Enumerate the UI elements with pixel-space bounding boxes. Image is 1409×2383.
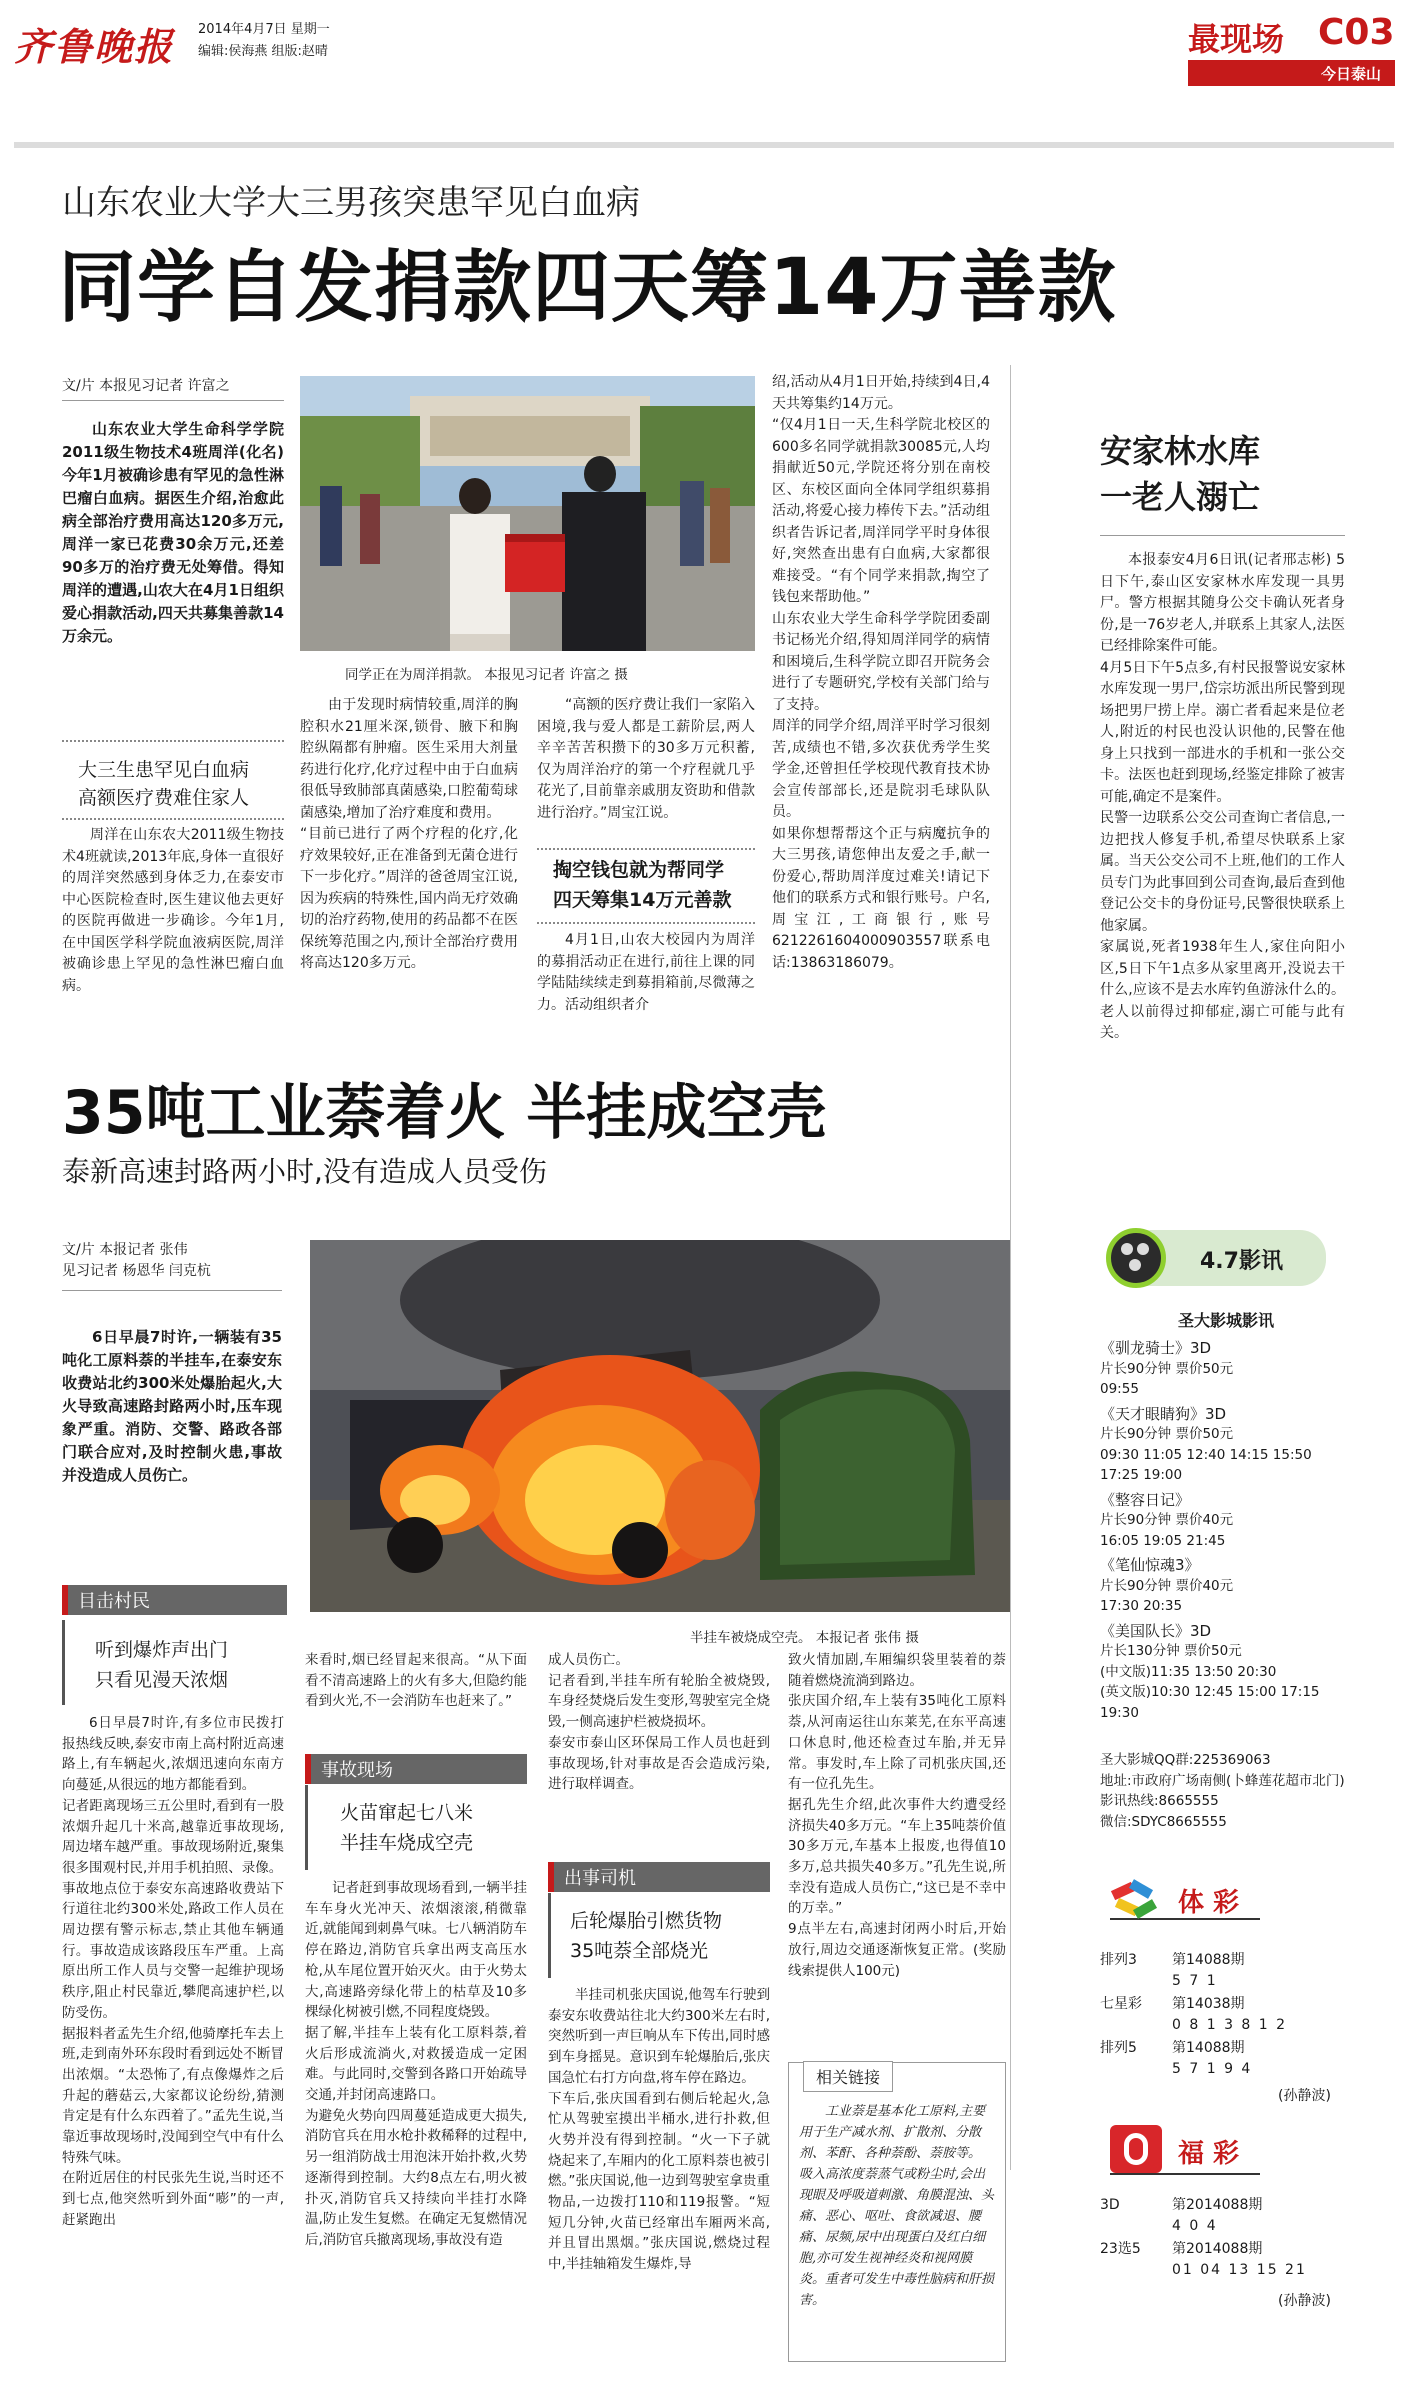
story2-subhead-a — [95, 1635, 228, 1695]
byline-rule — [62, 1290, 282, 1291]
subhead-line: 半挂车烧成空壳 — [340, 1832, 474, 1854]
story1-col1-body: 周洋在山东农大2011级生物技术4班就读,2013年底,身体一直很好的周洋突然感到身体乏力,在泰安市中心医院检查时,医生建议他去更好的医院再做进一步确诊。今年1月,在中国医学科学院血液病医院,周洋被确诊患上罕见的急性淋巴瘤白血病。 — [62, 827, 284, 994]
story2-subhead-c — [570, 1906, 722, 1966]
story2-subhead-b — [340, 1798, 473, 1858]
subhead-line: 只看见漫天浓烟 — [95, 1669, 229, 1691]
newspaper-logo: 齐鲁晚报 — [14, 24, 175, 69]
movie-title: 《天才眼睛狗》3D — [1100, 1404, 1227, 1423]
movie-item — [1100, 1621, 1350, 1724]
movie-times: (中文版)11:35 13:50 20:30 (英文版)10:30 12:45 15:00 17:15 19:30 — [1100, 1663, 1320, 1721]
subhead-line: 掏空钱包就为帮同学 — [553, 859, 725, 881]
movie-title: 《美国队长》3D — [1100, 1621, 1212, 1640]
story1-subhead-a — [78, 756, 249, 812]
subhead-line: 后轮爆胎引燃货物 — [570, 1910, 723, 1932]
lottery-row — [1100, 1994, 1350, 2038]
lottery-numbers: 4 0 4 — [1172, 2218, 1218, 2234]
movie-item — [1100, 1338, 1350, 1400]
story2-col3-top: 成人员伤亡。 记者看到,半挂车所有轮胎全被烧毁,车身经焚烧后发生变形,驾驶室完全烧毁,一侧高速护栏被烧损坏。 泰安市泰山区环保局工作人员也赶到事故现场,针对事故是否会造成污染,进行取样调查。 — [548, 1652, 770, 1793]
movie-times: 09:55 — [1100, 1381, 1139, 1397]
related-link-body: 工业萘是基本化工原料,主要用于生产减水剂、扩散剂、分散剂、苯酐、各种萘酚、萘胺等。 吸入高浓度萘蒸气或粉尘时,会出现眼及呼吸道刺激、角膜混浊、头痛、恶心、呕吐、食欲减退、腰痛、尿频,尿中出现蛋白及红白细胞,亦可发生视神经炎和视网膜炎。重者可发生中毒性脑病和肝损害。 — [799, 2104, 995, 2308]
lottery-row — [1100, 2239, 1350, 2283]
lottery-issue: 第14088期 — [1172, 2040, 1245, 2056]
story1-subhead-b — [553, 855, 731, 915]
movie-title: 《笔仙惊魂3》 — [1100, 1556, 1200, 1574]
cinema-contact: 圣大影城QQ群:225369063 地址:市政府广场南侧(卜蜂莲花超市北门) 影讯热线:8665555 微信:SDYC8665555 — [1100, 1752, 1345, 1830]
sports-lottery-credit: (孙静波) — [1278, 2088, 1331, 2104]
truck-photo-caption: 半挂车被烧成空壳。 本报记者 张伟 摄 — [690, 1630, 919, 1646]
story2-lead: 6日早晨7时许,一辆装有35吨化工原料萘的半挂车,在泰安东收费站北约300米处爆胎起火,大火导致高速路封路两小时,压车现象严重。消防、交警、路政各部门联合应对,及时控制火患,事故并没造成人员伤亡。 — [62, 1328, 282, 1484]
movie-info: 片长130分钟 票价50元 — [1100, 1643, 1242, 1659]
subhead-divider — [537, 922, 755, 924]
subhead-bar — [548, 1893, 551, 1978]
lottery-game-name: 排列5 — [1100, 2040, 1137, 2056]
movie-info: 片长90分钟 票价40元 — [1100, 1577, 1234, 1594]
sports-lottery-results — [1100, 1950, 1350, 2082]
movie-item — [1100, 1555, 1350, 1617]
lottery-numbers: 0 8 1 3 8 1 2 — [1172, 2017, 1288, 2033]
subhead-bar — [62, 1620, 65, 1705]
masthead — [0, 0, 1409, 140]
movie-title: 《整容日记》 — [1100, 1490, 1191, 1509]
box-driver-tag: 出事司机 — [548, 1862, 770, 1892]
lottery-issue: 第2014088期 — [1172, 2241, 1263, 2257]
cinema-name: 圣大影城影讯 — [1178, 1311, 1275, 1330]
subhead-line: 35吨萘全部烧光 — [570, 1940, 709, 1962]
donation-photo-caption: 同学正在为周洋捐款。 本报见习记者 许富之 摄 — [345, 667, 628, 683]
story2-col4-body: 致火情加剧,车厢编织袋里装着的萘随着燃烧流淌到路边。 张庆国介绍,车上装有35吨化工原料萘,从河南运往山东莱芜,在东平高速口休息时,他还检查过车胎,并无异常。事发时,车上除了司机张庆国,还有一位孔先生。 据孔先生介绍,此次事件大约遭受经济损失40多万元。“车上35吨萘价值30多万元,车基本上报废,也得值10多万,总共损失40多万。”孔先生说,所幸没有造成人员伤亡,“这已是不幸中的万幸。” 9点半左右,高速封闭两小时后,开始放行,周边交通逐渐恢复正常。(奖励线索提供人100元) — [788, 1652, 1006, 1979]
byline-line: 见习记者 杨恩华 闫克杭 — [62, 1263, 211, 1279]
lottery-issue: 第14038期 — [1172, 1996, 1245, 2012]
sports-lottery-logo-icon — [1110, 1880, 1162, 1924]
subhead-bar — [305, 1785, 308, 1870]
subhead-line: 高额医疗费难住家人 — [78, 787, 250, 809]
lottery-issue: 第14088期 — [1172, 1952, 1245, 1968]
movie-badge-label: 4.7影讯 — [1200, 1249, 1283, 1274]
movie-info: 片长90分钟 票价50元 — [1100, 1426, 1234, 1442]
lottery-game-name: 3D — [1100, 2197, 1120, 2213]
rail-title-line: 安家林水库 — [1100, 432, 1261, 470]
welfare-lottery-credit: (孙静波) — [1278, 2293, 1331, 2309]
subhead-line: 四天筹集14万元善款 — [553, 889, 732, 911]
subhead-divider — [62, 818, 284, 820]
lottery-row — [1100, 2195, 1350, 2239]
truck-fire-photo — [310, 1240, 1010, 1612]
lottery-issue: 第2014088期 — [1172, 2197, 1263, 2213]
welfare-lottery-badge — [1110, 2125, 1260, 2175]
donation-photo — [300, 376, 755, 651]
rail-title-line: 一老人溺亡 — [1100, 478, 1261, 516]
subhead-divider — [62, 740, 284, 742]
subhead-divider — [537, 848, 755, 850]
section-subtitle-bar: 今日泰山 — [1188, 60, 1395, 86]
movie-times: 16:05 19:05 21:45 — [1100, 1532, 1226, 1549]
subhead-line: 大三生患罕见白血病 — [78, 759, 250, 781]
movie-item — [1100, 1490, 1350, 1552]
lottery-game-name: 23选5 — [1100, 2241, 1141, 2257]
story1-col4-body: 绍,活动从4月1日开始,持续到4日,4天共筹集约14万元。 “仅4月1日一天,生科学院北校区的600多名同学就捐款30085元,人均捐献近50元,学院还将分别在南校区、东校区面向全体同学组织募捐活动,将爱心接力棒传下去。”活动组织者告诉记者,周洋同学平时身体很好,突然查出患有白血病,大家都很难接受。“有个同学来捐款,掏空了钱包来帮助他。” 山东农业大学生命科学学院团委副书记杨光介绍,得知周洋同学的病情和困境后,生科学院立即召开院务会进行了专题研究,学校有关部门给与了支持。 周洋的同学介绍,周洋平时学习很刻苦,成绩也不错,多次获优秀学生奖学金,还曾担任学校现代教育技术协会宣传部部长,还是院羽毛球队队员。 如果你想帮帮这个正与病魔抗争的大三男孩,请您伸出友爱之手,献一份爱心,帮助周洋度过难关!请记下他们的联系方式和银行账号。户名,周宝江,工商银行,账号6212261604000903557联系电话:13863186079。 — [772, 374, 990, 971]
lottery-numbers: 5 7 1 — [1172, 1973, 1218, 1989]
story2-subhead: 泰新高速封路两小时,没有造成人员受伤 — [62, 1155, 547, 1188]
movie-title: 《驯龙骑士》3D — [1100, 1339, 1212, 1357]
story1-headline: 同学自发捐款四天筹14万善款 — [58, 243, 1117, 333]
story2-col2-top: 来看时,烟已经冒起来很高。“从下面看不清高速路上的火有多大,但隐约能看到火光,不一会消防车也赶来了。” — [305, 1652, 527, 1710]
movie-info: 片长90分钟 票价50元 — [1100, 1360, 1234, 1377]
story2-col2-body: 记者赶到事故现场看到,一辆半挂车车身火光冲天、浓烟滚滚,稍微靠近,就能闻到刺鼻气味。七八辆消防车停在路边,消防官兵拿出两支高压水枪,从车尾位置开始灭火。由于火势太大,高速路旁绿化带上的枯草及10多棵绿化树被引燃,不同程度烧毁。 据了解,半挂车上装有化工原料萘,着火后形成流淌火,对救援造成一定困难。与此同时,交警到各路口开始疏导交通,并封闭高速路口。 为避免火势向四周蔓延造成更大损失,消防官兵在用水枪扑救稀释的过程中,另一组消防战士用泡沫开始扑救,火势逐渐得到控制。大约8点左右,明火被扑灭,消防官兵又持续向半挂打水降温,防止发生复燃。在确定无复燃情况后,消防官兵撤离现场,事故没有造 — [305, 1880, 527, 2248]
byline-rule — [62, 400, 284, 401]
story2-col1-body: 6日早晨7时许,有多位市民拨打报热线反映,泰安市南上高村附近高速路上,有车辆起火,浓烟迅速向东南方向蔓延,从很远的地方都能看到。 记者距离现场三五公里时,看到有一股浓烟升起几十米高,越靠近事故现场,周边堵车越严重。事故现场附近,聚集很多围观村民,并用手机拍照、录像。 事故地点位于泰安东高速路收费站下行道往北约300米处,路政工作人员在周边摆有警示标志,禁止其他车辆通行。事故造成该路段压车严重。上高原出所工作人员与交警一起维护现场秩序,阻止村民靠近,攀爬高速护栏,以防受伤。 据报料者孟先生介绍,他骑摩托车去上班,走到南外环东段时看到远处不断冒出浓烟。“太恐怖了,有点像爆炸之后升起的蘑菇云,大家都议论纷纷,猜测肯定是有什么东西着了。”孟先生说,当靠近事故现场时,没闻到空气中有什么特殊气味。 在附近居住的村民张先生说,当时还不到七点,他突然听到外面“嘭”的一声,赶紧跑出 — [62, 1715, 284, 2228]
lottery-game-name: 七星彩 — [1100, 1996, 1142, 2012]
section-name: 最现场 — [1188, 20, 1285, 58]
welfare-lottery-results — [1100, 2195, 1350, 2283]
movie-times: 09:30 11:05 12:40 14:15 15:50 17:25 19:00 — [1100, 1446, 1312, 1483]
movie-list — [1100, 1338, 1350, 1727]
story2-headline: 35吨工业萘着火 半挂成空壳 — [62, 1078, 827, 1148]
movie-info: 片长90分钟 票价40元 — [1100, 1512, 1234, 1528]
subhead-line: 听到爆炸声出门 — [95, 1639, 229, 1661]
story1-lead: 山东农业大学生命科学学院2011级生物技术4班周洋(化名)今年1月被确诊患有罕见的急性淋巴瘤白血病。据医生介绍,治愈此病全部治疗费用高达120多万元,周洋一家已花费30余万元,还差90多万的治疗费无处筹借。得知周洋的遭遇,山农大在4月1日组织爱心捐款活动,四天共募集善款14万余元。 — [62, 420, 284, 645]
header-rule — [14, 142, 1394, 148]
film-reel-icon — [1106, 1228, 1166, 1288]
movie-times: 17:30 20:35 — [1100, 1598, 1183, 1614]
lottery-numbers: 5 7 1 9 4 — [1172, 2061, 1253, 2077]
rail-story-title — [1100, 428, 1260, 520]
welfare-lottery-label: 福 彩 — [1178, 2139, 1240, 2169]
sports-lottery-label: 体 彩 — [1178, 1888, 1240, 1918]
story2-col3-body: 半挂司机张庆国说,他驾车行驶到泰安东收费站往北大约300米左右时,突然听到一声巨响从车下传出,同时感到车身摇晃。意识到车轮爆胎后,张庆国急忙右打方向盘,将车停在路边。 下车后,张庆国看到右侧后轮起火,急忙从驾驶室摸出半桶水,进行扑救,但火势并没有得到控制。“火一下子就烧起来了,车厢内的化工原料萘也被引燃。”张庆国说,他一边到驾驶室拿贵重物品,一边拨打110和119报警。“短短几分钟,火苗已经窜出车厢两米高,并且冒出黑烟。”张庆国说,燃烧过程中,半挂轴箱发生爆炸,导 — [548, 1987, 770, 2273]
story1-kicker: 山东农业大学大三男孩突患罕见白血病 — [62, 183, 640, 223]
story1-col2-body: 由于发现时病情较重,周洋的胸腔积水21厘米深,锁骨、腋下和胸腔纵隔都有肿瘤。医生采用大剂量药进行化疗,化疗过程中由于白血病很低导致肺部真菌感染,口腔葡萄球菌感染,增加了治疗难度和费用。 “目前已进行了两个疗程的化疗,化疗效果较好,正在准备到无菌仓进行下一步化疗。”周洋的爸爸周宝江说,因为疾病的特殊性,国内尚无疗效确切的治疗药物,使用的药品都不在医保统筹范围之内,预计全部治疗费用将高达120多万元。 — [300, 697, 518, 971]
rail-story-body: 本报泰安4月6日讯(记者邢志彬) 5日下午,泰山区安家林水库发现一具男尸。警方根据其随身公交卡确认死者身份,是一76岁老人,并联系上其家人,法医已经排除案件可能。 4月5日下午5点多,有村民报警说安家林水库发现一男尸,岱宗坊派出所民警到现场把男尸捞上岸。溺亡者看起来是位老人,附近的村民也没认识他的,民警在他身上只找到一部进水的手机和一张公交卡。法医也赶到现场,经鉴定排除了被害可能,确定不是案件。 民警一边联系公交公司查询亡者信息,一边把找人修复手机,希望尽快联系上家属。当天公交公司不上班,他们的工作人员专门为此事回到公司查询,最后查到他登记公交卡的身份证号,民警很快联系上他家属。 家属说,死者1938年生人,家住向阳小区,5日下午1点多从家里离开,没说去干什么,应该不是去水库钓鱼游泳什么的。老人以前得过抑郁症,溺亡可能与此有关。 — [1100, 552, 1345, 1041]
box-eyewitness-tag: 目击村民 — [62, 1585, 287, 1615]
welfare-lottery-logo-icon — [1110, 2125, 1162, 2173]
movie-item — [1100, 1404, 1350, 1486]
lottery-row — [1100, 1950, 1350, 1994]
subhead-line: 火苗窜起七八米 — [340, 1802, 474, 1824]
byline-line: 文/片 本报记者 张伟 — [62, 1242, 188, 1258]
lottery-game-name: 排列3 — [1100, 1952, 1137, 1968]
rail-divider — [1010, 365, 1011, 2170]
lottery-numbers: 01 04 13 15 21 — [1172, 2262, 1307, 2278]
story2-byline — [62, 1240, 211, 1282]
page-number: C03 — [1318, 12, 1395, 53]
sports-lottery-badge — [1110, 1880, 1260, 1920]
story1-col3-body2: 4月1日,山农大校园内为周洋的募捐活动正在进行,前往上课的同学陆陆续续走到募捐箱前,尽微薄之力。活动组织者介 — [537, 932, 755, 1013]
rail-rule — [1100, 535, 1345, 536]
related-link-title: 相关链接 — [803, 2061, 893, 2092]
issue-date: 2014年4月7日 星期一 — [198, 22, 330, 37]
story1-byline: 文/片 本报见习记者 许富之 — [62, 378, 230, 394]
editor-line: 编辑:侯海燕 组版:赵晴 — [198, 44, 328, 59]
box-scene-tag: 事故现场 — [305, 1754, 527, 1784]
movie-badge — [1110, 1230, 1326, 1286]
related-link-box — [788, 2062, 1006, 2362]
story1-col3-body: “高额的医疗费让我们一家陷入困境,我与爱人都是工薪阶层,两人辛辛苦苦积攒下的30多万元积蓄,仅为周洋治疗的第一个疗程就几乎花光了,目前靠亲戚朋友资助和借款进行治疗。”周宝江说。 — [537, 697, 755, 821]
lottery-row — [1100, 2038, 1350, 2082]
